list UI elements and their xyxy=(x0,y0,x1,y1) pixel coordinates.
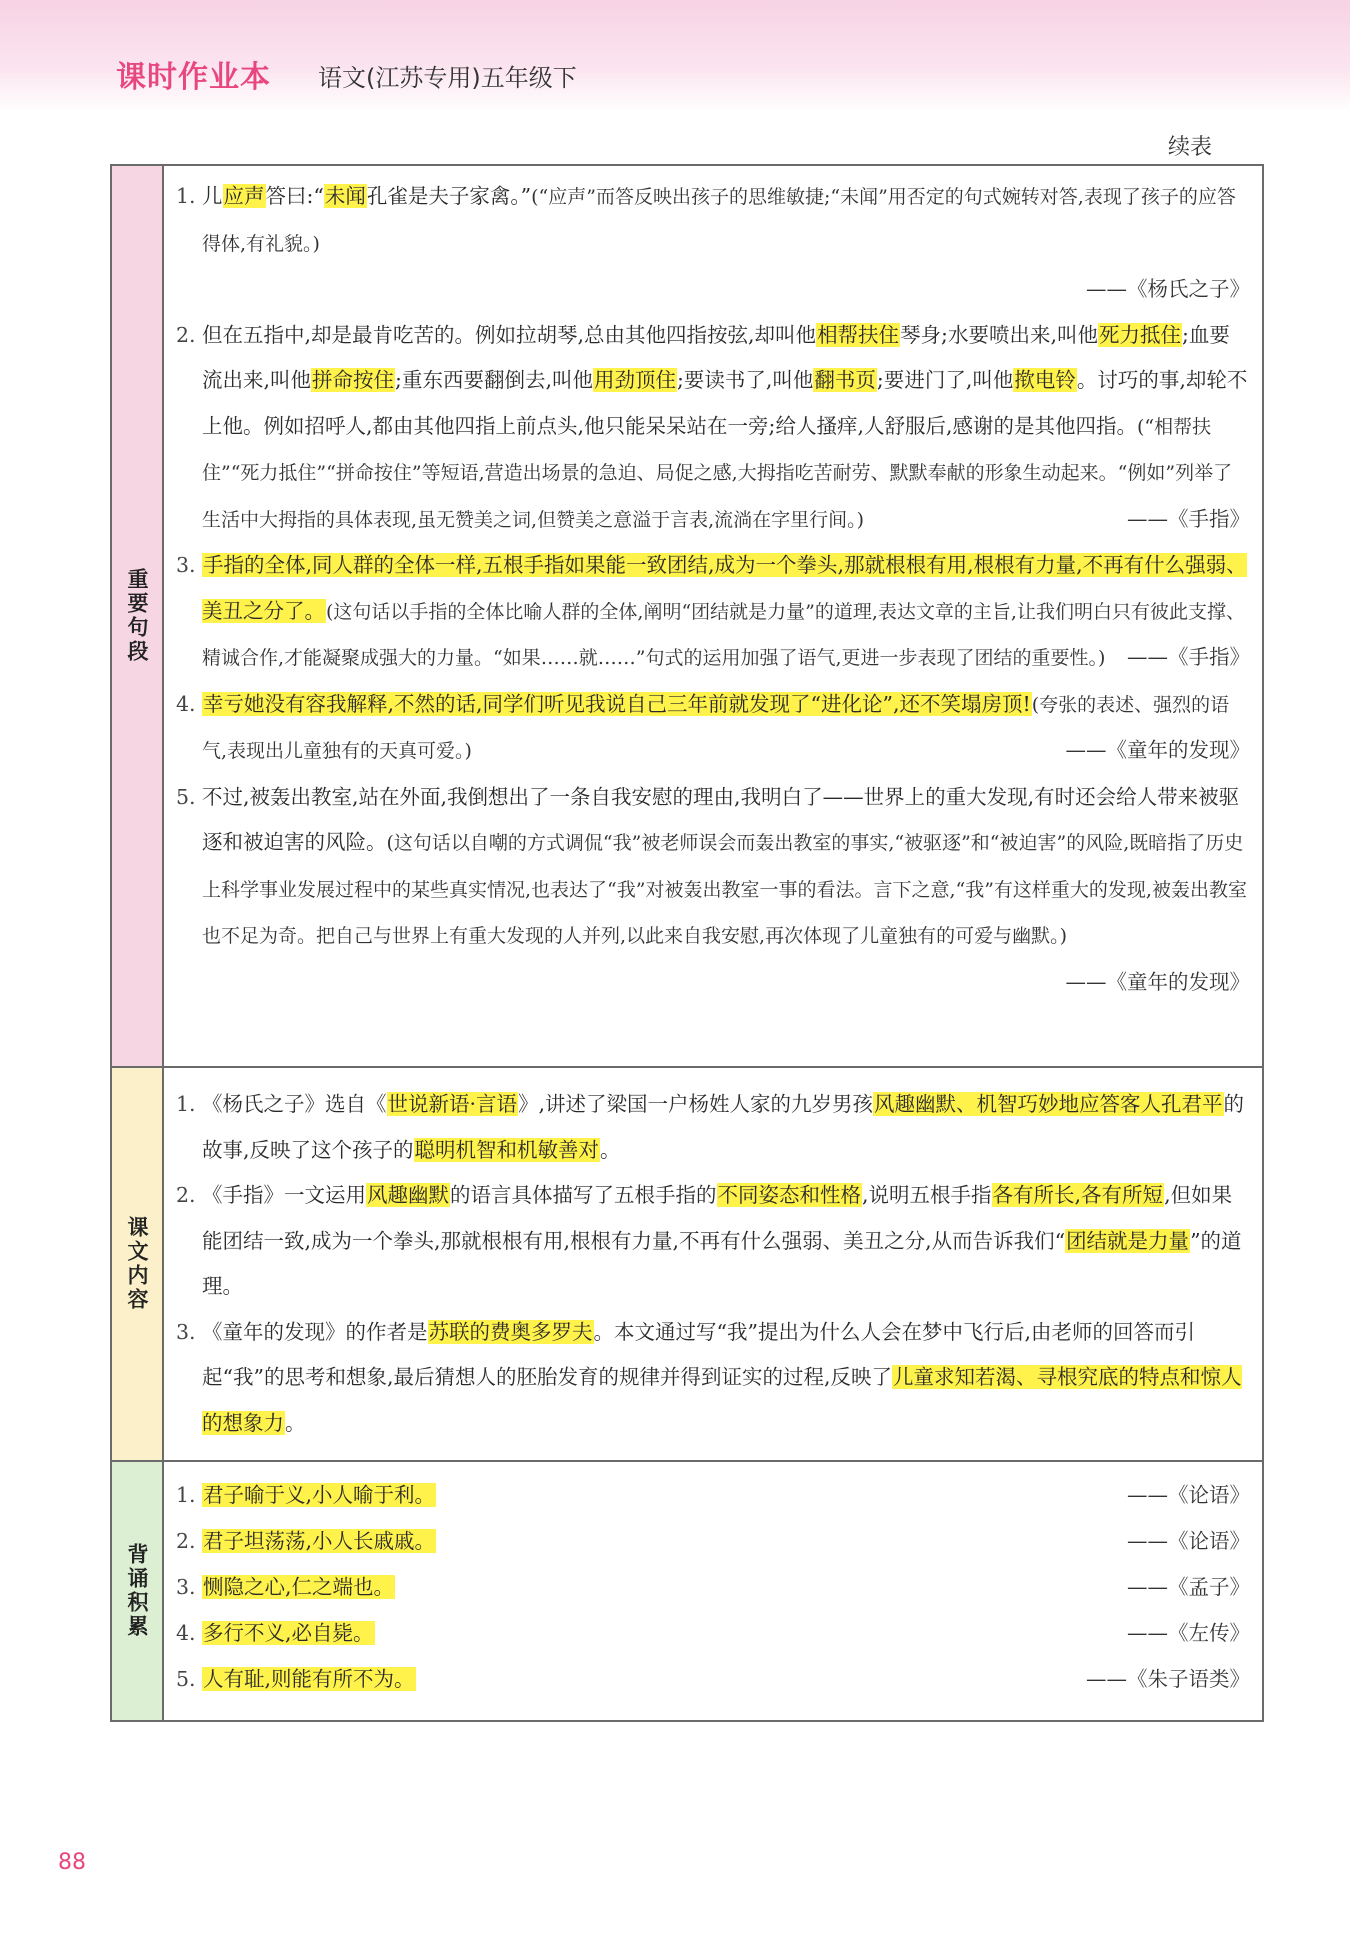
summary-table xyxy=(110,164,1264,1722)
source-citation: ——《手指》 xyxy=(1127,645,1250,669)
list-item: 5. 不过,被轰出教室,站在外面,我倒想出了一条自我安慰的理由,我明白了——世界上的重大发现,有时还会给人带来被驱逐和被迫害的风险。(这句话以自嘲的方式调侃“我”被老师误会而轰出教室的事实,“被驱逐”和“被迫害”的风险,既暗指了历史上科学事业发展过程中的某些真实情况,也表达了“我”对被轰出教室一事的看法。言下之意,“我”有这样重大的发现,被轰出教室也不足为奇。把自己与世界上有重大发现的人并列,以此来自我安慰,再次体现了儿童独有的可爱与幽默。) ——《童年的发现》 xyxy=(176,775,1250,1006)
page-number: 88 xyxy=(58,1850,86,1875)
list-item: 2. 但在五指中,却是最肯吃苦的。例如拉胡琴,总由其他四指按弦,却叫他相帮扶住琴身;水要喷出来,叫他死力抵住;血要流出来,叫他拼命按住;重东西要翻倒去,叫他用劲顶住;要读书了,叫他翻书页;要进门了,叫他揿电铃。讨巧的事,却轮不上他。例如招呼人,都由其他四指上前点头,他只能呆呆站在一旁;给人搔痒,人舒服后,感谢的是其他四指。(“相帮扶住”“死力抵住”“拼命按住”等短语,营造出场景的急迫、局促之感,大拇指吃苦耐劳、默默奉献的形象生动起来。“例如”列举了生活中大拇指的具体表现,虽无赞美之词,但赞美之意溢于言表,流淌在字里行间。) ——《手指》 xyxy=(176,313,1250,544)
section-content xyxy=(164,1462,1262,1720)
source-citation: ——《童年的发现》 xyxy=(1065,969,1250,994)
list-item: 1. 《杨氏之子》选自《世说新语·言语》,讲述了梁国一户杨姓人家的九岁男孩风趣幽默、机智巧妙地应答客人孔君平的故事,反映了这个孩子的聪明机智和机敏善对。 xyxy=(176,1092,1245,1162)
source-citation: ——《孟子》 xyxy=(1127,1575,1250,1599)
source-citation: ——《论语》 xyxy=(1127,1529,1250,1553)
list-item: 4. 幸亏她没有容我解释,不然的话,同学们听见我说自己三年前就发现了“进化论”,还不笑塌房顶!(夸张的表述、强烈的语气,表现出儿童独有的天真可爱。) ——《童年的发现》 xyxy=(176,682,1250,775)
section-text-content xyxy=(112,1068,1262,1462)
list-item: 4. 多行不义,必自毙。 ——《左传》 xyxy=(176,1610,1250,1656)
source-citation: ——《朱子语类》 xyxy=(1086,1667,1250,1691)
list-item: 5. 人有耻,则能有所不为。 ——《朱子语类》 xyxy=(176,1656,1250,1702)
source-citation: ——《手指》 xyxy=(1127,506,1250,531)
brand-title: 课时作业本 xyxy=(116,60,271,95)
source-citation: ——《论语》 xyxy=(1127,1483,1250,1507)
source-citation: ——《左传》 xyxy=(1127,1621,1250,1645)
list-item: 1. 儿应声答曰:“未闻孔雀是夫子家禽。”(“应声”而答反映出孩子的思维敏捷;“未闻”用否定的句式婉转对答,表现了孩子的应答得体,有礼貌。) ——《杨氏之子》 xyxy=(176,174,1250,313)
section-key-passages xyxy=(112,166,1262,1068)
list-item: 2. 君子坦荡荡,小人长戚戚。 ——《论语》 xyxy=(176,1518,1250,1564)
source-citation: ——《杨氏之子》 xyxy=(1086,277,1250,301)
book-subject: 语文(江苏专用)五年级下 xyxy=(318,64,577,92)
section-label: 课文内容 xyxy=(112,1068,164,1460)
list-item: 2. 《手指》一文运用风趣幽默的语言具体描写了五根手指的不同姿态和性格,说明五根手指各有所长,各有所短,但如果能团结一致,成为一个拳头,那就根根有用,根根有力量,不再有什么强弱、美丑之分,从而告诉我们“团结就是力量”的道理。 xyxy=(176,1183,1242,1298)
section-label: 重要句段 xyxy=(112,166,164,1066)
source-citation: ——《童年的发现》 xyxy=(1065,738,1250,762)
section-recitation xyxy=(112,1462,1262,1720)
section-content xyxy=(164,1068,1262,1460)
list-item: 3. 恻隐之心,仁之端也。 ——《孟子》 xyxy=(176,1564,1250,1610)
header-banner xyxy=(0,0,1350,112)
continued-label: 续表 xyxy=(1167,135,1212,160)
list-item: 1. 君子喻于义,小人喻于利。 ——《论语》 xyxy=(176,1472,1250,1518)
list-item: 3. 手指的全体,同人群的全体一样,五根手指如果能一致团结,成为一个拳头,那就根根有用,根根有力量,不再有什么强弱、美丑之分了。(这句话以手指的全体比喻人群的全体,阐明“团结就是力量”的道理,表达文章的主旨,让我们明白只有彼此支撑、精诚合作,才能凝聚成强大的力量。“如果……就……”句式的运用加强了语气,更进一步表现了团结的重要性。) ——《手指》 xyxy=(176,543,1250,682)
list-item: 3. 《童年的发现》的作者是苏联的费奥多罗夫。本文通过写“我”提出为什么人会在梦中飞行后,由老师的回答而引起“我”的思考和想象,最后猜想人的胚胎发育的规律并得到证实的过程,反映了儿童求知若渴、寻根究底的特点和惊人的想象力。 xyxy=(176,1319,1242,1435)
section-label: 背诵积累 xyxy=(112,1462,164,1720)
section-content xyxy=(164,166,1262,1066)
